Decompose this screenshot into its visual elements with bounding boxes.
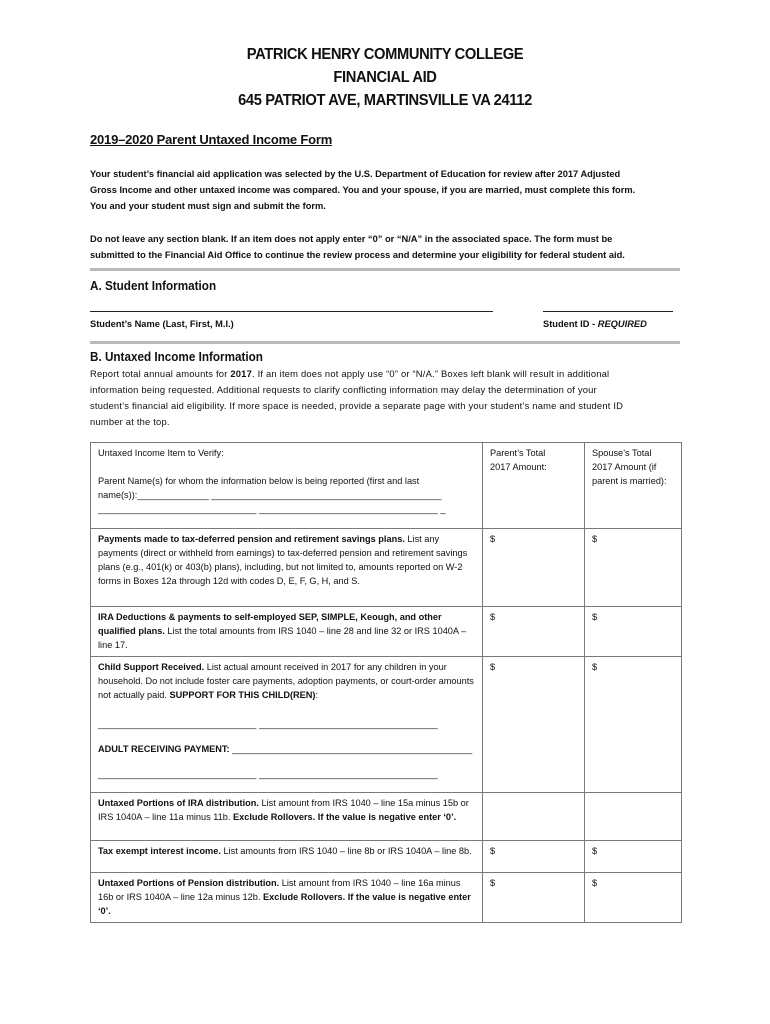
item-title: Untaxed Portions of Pension distribution. [98, 878, 280, 888]
section-divider [90, 341, 680, 344]
item-title: IRA Deductions & payments to self-employed SEP, SIMPLE, Keough, and other qualified plans. [98, 612, 442, 636]
item-text: List amount from IRS 1040 – line 16a minus 16b or IRS 1040A – line 12a minus 12b. [98, 878, 461, 902]
dollar-sign: $ [592, 534, 598, 544]
section-divider [90, 268, 680, 271]
spouse-amount-cell[interactable] [585, 607, 682, 657]
student-name-field[interactable] [90, 311, 493, 312]
intro-line: You and your student must sign and submit the form. [90, 201, 326, 211]
table-row [91, 607, 682, 657]
item-description [91, 607, 483, 657]
item-text: : [315, 690, 319, 700]
item-title: Payments made to tax-deferred pension and retirement savings plans. [98, 534, 405, 544]
item-text: List any payments (direct or withheld from earnings) to tax-deferred pension and retirement savings plans (e.g., 401(k) or 403(b) plans), including, but not limited to, amounts reported on W-2 forms in Boxes 12a through 12d with codes D, E, F, G, H, and S. [98, 534, 468, 586]
extra-field[interactable]: _______________________________ ___________________________________ [98, 769, 438, 779]
warning-paragraph [90, 231, 680, 263]
parent-total-header [483, 443, 585, 529]
instruction-line: information being requested. Additional requests to clarify conflicting information may delay the determination of your [90, 384, 597, 395]
warning-line: Do not leave any section blank. If an item does not apply enter “0” or “N/A” in the associated space. The form must be [90, 234, 613, 244]
parent-total-label: Parent’s Total [490, 448, 546, 458]
adult-receiving-line [98, 742, 476, 756]
instruction-line [90, 366, 680, 382]
college-address: 645 PATRIOT AVE, MARTINSVILLE VA 24112 [238, 92, 532, 109]
untaxed-income-table [90, 442, 682, 923]
adult-receiving-label: ADULT RECEIVING PAYMENT: [98, 744, 233, 754]
item-header-cell [91, 443, 483, 529]
spouse-year-line [592, 460, 675, 488]
table-header-row [91, 443, 682, 529]
section-a-title: A. Student Information [90, 278, 217, 293]
parent-names-field-line2[interactable]: _______________________________ ___________________________________ _ [98, 504, 446, 514]
section-b-instructions [90, 366, 680, 430]
item-emphasis: Exclude Rollovers. If the value is negative enter ‘0’. [98, 892, 471, 916]
parent-names-field[interactable]: name(s)):______________ _____________________________________________ [98, 490, 442, 500]
warning-line: submitted to the Financial Aid Office to continue the review process and determine your eligibility for federal student aid. [90, 250, 625, 260]
table-row [91, 529, 682, 607]
instruction-line: student’s financial aid eligibility. If more space is needed, provide a separate page with your student’s name and student ID [90, 400, 624, 411]
dollar-sign: $ [592, 662, 598, 672]
form-title: 2019–2020 Parent Untaxed Income Form [90, 132, 333, 147]
item-text: List amounts from IRS 1040 – line 8b or IRS 1040A – line 8b. [220, 846, 472, 856]
child-names-field[interactable]: _______________________________ ___________________________________ [98, 719, 438, 729]
dollar-sign: $ [592, 612, 598, 622]
item-description [91, 529, 483, 607]
instruction-text: Report total annual amounts for [90, 368, 231, 379]
item-emphasis: Exclude Rollovers. If the value is negative enter ‘0’. [233, 812, 457, 822]
student-name-label: Student’s Name (Last, First, M.I.) [90, 319, 234, 329]
item-description [91, 841, 483, 873]
parent-amount-cell[interactable] [483, 793, 585, 841]
table-row [91, 873, 682, 923]
spouse-amount-cell[interactable] [585, 657, 682, 793]
child-support-text [98, 660, 476, 702]
section-b-title: B. Untaxed Income Information [90, 349, 263, 364]
instruction-line: number at the top. [90, 416, 170, 427]
item-description [91, 793, 483, 841]
dollar-sign: $ [490, 846, 496, 856]
student-id-field[interactable] [543, 311, 673, 312]
item-description [91, 873, 483, 923]
dollar-sign: $ [490, 612, 496, 622]
dollar-sign: $ [490, 534, 496, 544]
spouse-note: (if parent is married): [592, 462, 667, 486]
parent-amount-cell[interactable] [483, 873, 585, 923]
spouse-total-label: Spouse’s Total [592, 448, 652, 458]
intro-line: Gross Income and other untaxed income was compared. You and your spouse, if you are married, must complete this form. [90, 185, 636, 195]
parent-amount-cell[interactable] [483, 657, 585, 793]
spouse-total-header [585, 443, 682, 529]
spouse-amount-cell[interactable] [585, 529, 682, 607]
spouse-amount-cell[interactable] [585, 793, 682, 841]
parent-amount-cell[interactable] [483, 841, 585, 873]
item-text: List actual amount received in 2017 for any children in your household. Do not include foster care payments, adoption payments, or court-order amounts not actually paid. [98, 662, 474, 700]
dollar-sign: $ [490, 662, 496, 672]
parent-amount-cell[interactable] [483, 607, 585, 657]
dollar-sign: $ [592, 878, 598, 888]
required-note: REQUIRED [597, 319, 647, 329]
college-name: PATRICK HENRY COMMUNITY COLLEGE [246, 46, 524, 63]
intro-paragraph [90, 166, 680, 214]
student-id-label [543, 319, 647, 329]
item-text: List the total amounts from IRS 1040 – line 28 and line 32 or IRS 1040A – line 17. [98, 626, 467, 650]
item-title: Tax exempt interest income. [98, 846, 221, 856]
table-row [91, 657, 682, 793]
dollar-sign: $ [592, 846, 598, 856]
instruction-year: 2017 [230, 368, 252, 379]
item-title: Untaxed Portions of IRA distribution. [98, 798, 259, 808]
table-row [91, 793, 682, 841]
spouse-amount-cell[interactable] [585, 841, 682, 873]
parent-year-label: 2017 Amount: [490, 462, 547, 472]
table-row [91, 841, 682, 873]
parent-names-prompt: Parent Name(s) for whom the information below is being reported (first and last [98, 476, 420, 486]
item-text: List amount from IRS 1040 – line 15a minus 15b or IRS 1040A – line 11a minus 11b. [98, 798, 469, 822]
item-header: Untaxed Income Item to Verify: [98, 448, 224, 458]
student-id-label-text: Student ID - [543, 319, 598, 329]
item-title: Child Support Received. [98, 662, 205, 672]
spouse-year-label: 2017 Amount [592, 462, 647, 472]
intro-line: Your student’s financial aid application was selected by the U.S. Department of Education for review after 2017 Adjusted [90, 169, 621, 179]
dollar-sign: $ [490, 878, 496, 888]
item-emphasis: SUPPORT FOR THIS CHILD(REN) [169, 690, 316, 700]
spouse-amount-cell[interactable] [585, 873, 682, 923]
parent-amount-cell[interactable] [483, 529, 585, 607]
instruction-text: . If an item does not apply use “0” or “N/A.” Boxes left blank will result in additional [252, 368, 610, 379]
adult-receiving-field[interactable]: _______________________________________________ [232, 744, 473, 754]
department-name: FINANCIAL AID [333, 69, 437, 86]
item-description [91, 657, 483, 793]
